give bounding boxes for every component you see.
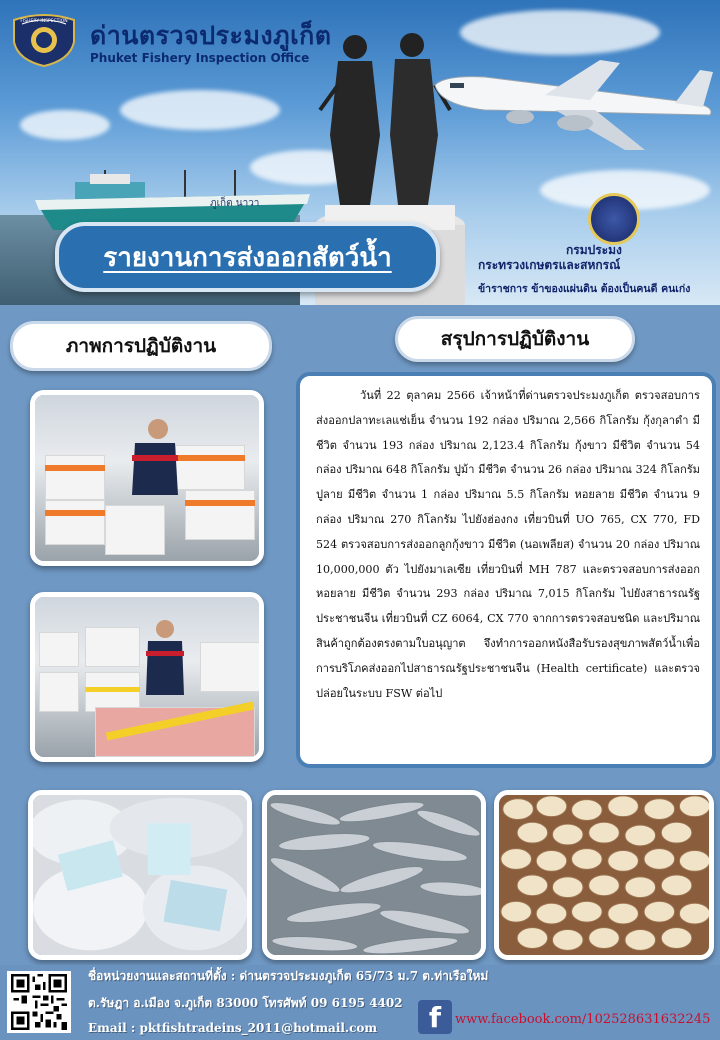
facebook-link[interactable]: www.facebook.com/102528631632245 <box>455 1012 711 1027</box>
inspection-photo-1 <box>30 390 264 566</box>
packed-shellfish-bags-photo <box>28 790 252 960</box>
report-title-banner <box>55 222 440 292</box>
header-banner <box>0 0 720 305</box>
office-name-thai: ด่านตรวจประมงภูเก็ต <box>90 21 332 50</box>
footer-email[interactable]: Email : pktfishtradeins_2011@hotmail.com <box>88 1021 378 1035</box>
officer-figure <box>120 415 180 505</box>
department-slogan: ข้าราชการ ข้าของแผ่นดิน ต้องเป็นคนดี คนเก่ง <box>478 283 691 295</box>
summary-text: วันที่ 22 ตุลาคม 2566 เจ้าหน้าที่ด่านตรวจประมงภูเก็ต ตรวจสอบการส่งออกปลาทะเลแช่เย็น จำนวน 192 กล่อง ปริมาณ 2,566 กิโลกรัม กุ้งกุลาดำ มีชีวิต จำนวน 193 กล่อง ปริมาณ 2,123.4 กิโลกรัม กุ้งขาว มีชีวิต จำนวน 54 กล่อง ปริมาณ 648 กิโลกรัม ปูม้า มีชีวิต จำนวน 26 กล่อง ปริมาณ 324 กิโลกรัม ปูลาย มีชีวิต จำนวน 1 กล่อง ปริมาณ 5.5 กิโลกรัม หอยลาย มีชีวิต จำนวน 9 กล่อง ปริมาณ 270 กิโลกรัม ไปยังฮ่องกง เที่ยวบินที่ UO 765, CX 770, FD 524 ตรวจสอบการส่งออกลูกกุ้งขาว มีชีวิต (นอเพลียส) จำนวน 20 กล่อง ปริมาณ 10,000,000 ตัว ไปยังมาเลเซีย เที่ยวบินที่ MH 787 และตรวจสอบการส่งออก หอยลาย มีชีวิต จำนวน 293 กล่อง ปริมาณ 7,015 กิโลกรัม ไปยังสาธารณรัฐประชาชนจีน เที่ยวบินที่ CZ 6064, CX 770 จากการตรวจสอบชนิด และปริมาณสินค้าถูกต้องตรงตามใบอนุญาต จึงทำการออกหนังสือรับรองสุขภาพสัตว์น้ำเพื่อการบริโภคส่งออกไปสาธารณรัฐประชาชนจีน (Health certificate) และตรวจปล่อยในระบบ FSW ต่อไป <box>316 389 700 700</box>
officer-figure <box>140 617 190 697</box>
footer-address-line2: ต.รัษฎา อ.เมือง จ.ภูเก็ต 83000 โทรศัพท์ 09 6195 4402 <box>88 996 403 1010</box>
department-seal-icon <box>588 193 640 245</box>
summary-panel <box>296 372 716 768</box>
facebook-icon[interactable]: f <box>418 1000 452 1034</box>
office-name-english: Phuket Fishery Inspection Office <box>90 51 310 65</box>
chilled-fish-photo <box>262 790 486 960</box>
photos-section-label: ภาพการปฏิบัติงาน <box>10 321 272 371</box>
footer-address-line1: ชื่อหน่วยงานและสถานที่ตั้ง : ด่านตรวจประมงภูเก็ต 65/73 ม.7 ต.ท่าเรือใหม่ <box>88 969 489 983</box>
report-title: รายงานการส่งออกสัตว์น้ำ <box>103 242 392 273</box>
summary-section-label: สรุปการปฏิบัติงาน <box>395 316 635 362</box>
airplane-image <box>425 55 720 165</box>
badge-text: FISHERY INSPECTION <box>20 19 68 24</box>
fishery-inspection-badge-icon <box>10 12 78 68</box>
qr-code-icon[interactable] <box>7 971 71 1033</box>
ministry-name: กระทรวงเกษตรและสหกรณ์ <box>478 258 621 272</box>
boat-name-text: ภูเก็ต นาวา <box>210 198 260 209</box>
live-clams-photo <box>494 790 714 960</box>
inspection-photo-2 <box>30 592 264 762</box>
department-name: กรมประมง <box>566 243 622 257</box>
